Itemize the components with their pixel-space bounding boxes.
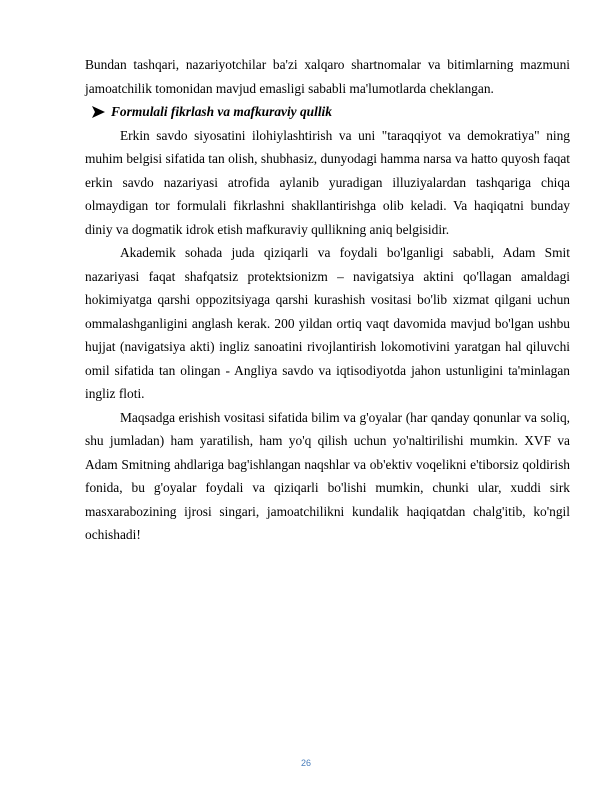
- arrow-bullet-icon: [92, 106, 105, 118]
- section-heading-text: Formulali fikrlash va mafkuraviy qullik: [111, 104, 332, 119]
- body-paragraph: Maqsadga erishish vositasi sifatida bilim va g'oyalar (har qanday qonunlar va soliq, shu jumladan) ham yaratilish, ham yo'q qilish uchun yo'naltirilishi mumkin. XVF va Adam Smitning ahdlariga bag'ishlangan naqshlar va ob'ektiv voqelikni e'tiborsiz qoldirish fonida, bu g'oyalar foydali va qiziqarli bo'lishi mumkin, chunki ular, xuddi sirk masxarabozining ijrosi singari, jamoatchilikni kundalik haqiqatdan chalg'itib, ko'ngil ochishadi!: [85, 409, 570, 542]
- body-paragraph: Akademik sohada juda qiziqarli va foydali bo'lganligi sababli, Adam Smit nazariyasi faqat shafqatsiz protektsionizm – navigatsiya aktini qo'llagan amaldagi hokimiyatga qarshi oppozitsiyaga qarshi kurashish vositasi bo'lib xizmat qilgani uchun ommalashganligini anglash kerak. 200 yildan ortiq vaqt davomida mavjud bo'lgan ushbu hujjat (navigatsiya akti) ingliz sanoatini rivojlantirish lokomotivini yaratgan hal qiluvchi omil sifatida tan olingan - Angliya savdo va iqtisodiyotda jahon ustunligini ta'minlagan ingliz floti.: [85, 245, 570, 401]
- intro-paragraph: Bundan tashqari, nazariyotchilar ba'zi xalqaro shartnomalar va bitimlarning mazmuni jamoatchilik tomonidan mavjud emasligi sababli ma'lumotlarda cheklangan.: [85, 57, 570, 96]
- body-paragraph: Erkin savdo siyosatini ilohiylashtirish va uni "taraqqiyot va demokratiya" ning muhim belgisi sifatida tan olish, shubhasiz, dunyodagi hamma narsa va hatto quyosh faqat erkin savdo nazariyasi atrofida aylanib yuradigan illuziyalardan tashqariga chiqa olmaydigan tor formulali fikrlashni shakllantirishga olib keladi. Va haqiqatni bunday diniy va dogmatik idrok etish mafkuraviy qullikning aniq belgisidir.: [85, 127, 570, 237]
- document-page: [85, 53, 570, 547]
- section-heading: [85, 100, 570, 124]
- page-number: 26: [300, 758, 311, 768]
